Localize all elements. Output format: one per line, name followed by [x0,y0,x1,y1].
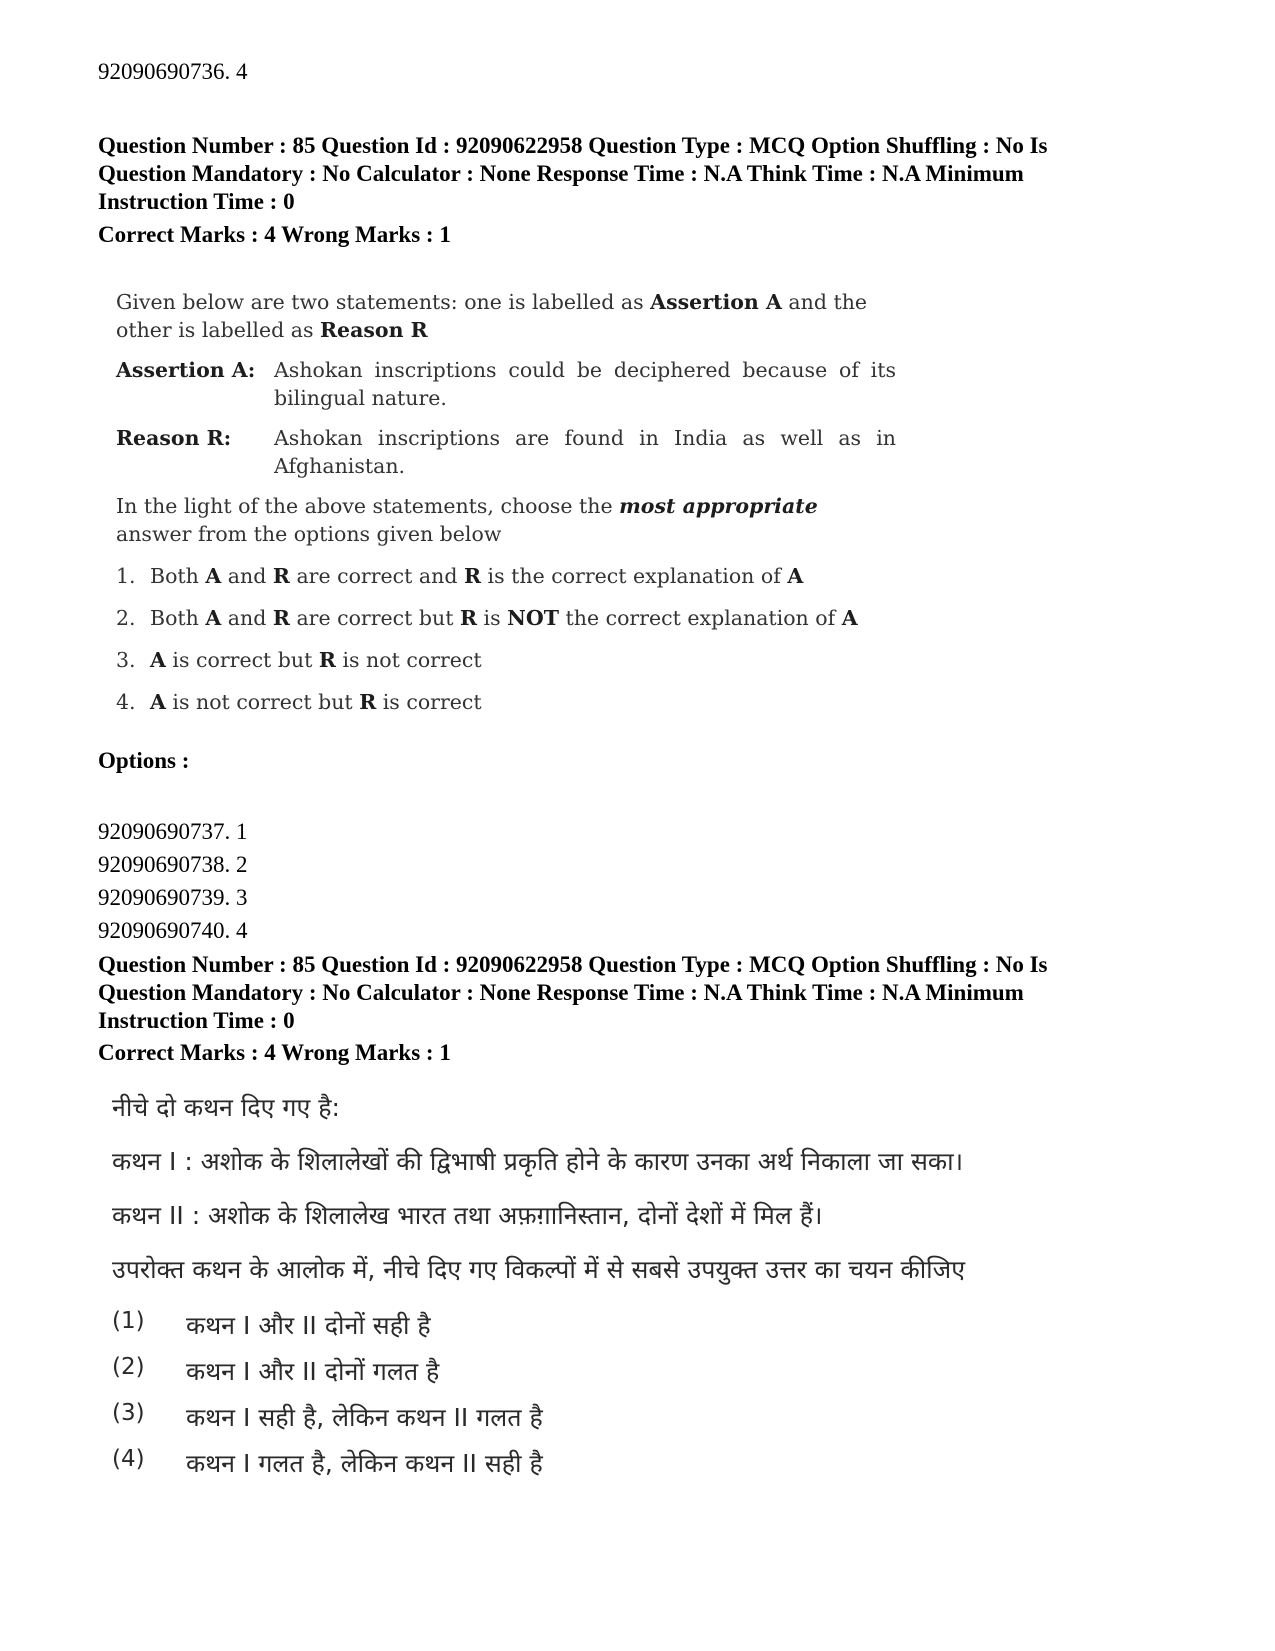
hindi-choice: (2) कथन I और II दोनों गलत है [112,1354,440,1386]
meta-line: Question Number : 85 Question Id : 92090622958 Question Type : MCQ Option Shuffling : No Is [98,133,1048,158]
hindi-choice: (1) कथन I और II दोनों सही है [112,1308,431,1340]
marks-line-english: Correct Marks : 4 Wrong Marks : 1 [98,222,451,247]
assertion-text: Ashokan inscriptions could be deciphered because of its bilingual nature. [274,358,896,410]
question-meta-english [98,132,1198,216]
choice-text: A is not correct but R is correct [150,690,482,714]
meta-line: Question Mandatory : No Calculator : None Response Time : N.A Think Time : N.A Minimum [98,161,1024,186]
hindi-statement-1: कथन I : अशोक के शिलालेखों की द्विभाषी प्रकृति होने के कारण उनका अर्थ निकाला जा सका। [112,1147,964,1176]
choice-text: Both A and R are correct and R is the correct explanation of A [150,564,804,588]
hindi-intro: नीचे दो कथन दिए गए है: [112,1093,340,1122]
hindi-choice: (3) कथन I सही है, लेकिन कथन II गलत है [112,1400,543,1432]
question-image-english [116,288,896,716]
question-intro: Given below are two statements: one is labelled as Assertion A and the other is labelled as Reason R [116,290,868,342]
marks-line-hindi: Correct Marks : 4 Wrong Marks : 1 [98,1040,451,1065]
option-line: 92090690740. 4 [98,918,248,943]
hindi-instruction: उपरोक्त कथन के आलोक में, नीचे दिए गए विकल्पों में से सबसे उपयुक्त उत्तर का चयन कीजिए [112,1255,966,1284]
reason-text: Ashokan inscriptions are found in India as well as in Afghanistan. [274,426,896,478]
choice-number: 3. [116,648,136,672]
choice-item [116,604,896,632]
reason-row [116,424,896,480]
hindi-choice: (4) कथन I गलत है, लेकिन कथन II सही है [112,1446,543,1478]
hindi-statement-2: कथन II : अशोक के शिलालेख भारत तथा अफ़ग़ानिस्तान, दोनों देशों में मिल हैं। [112,1201,823,1230]
question-meta-hindi [98,951,1198,1035]
meta-line: Instruction Time : 0 [98,1008,295,1033]
choice-list-english [116,562,896,716]
option-line: 92090690737. 1 [98,819,248,844]
options-list [98,815,248,947]
meta-line: Instruction Time : 0 [98,189,295,214]
choice-item [116,646,896,674]
choice-number: 2. [116,606,136,630]
question-instruction: In the light of the above statements, choose the most appropriate answer from the options given below [116,494,818,546]
meta-line: Question Mandatory : No Calculator : None Response Time : N.A Think Time : N.A Minimum [98,980,1024,1005]
choice-text: A is correct but R is not correct [150,648,482,672]
option-line: 92090690738. 2 [98,852,248,877]
previous-option-line: 92090690736. 4 [98,59,248,84]
assertion-label: Assertion A: [116,358,256,382]
options-heading: Options : [98,748,190,773]
reason-label: Reason R: [116,426,232,450]
choice-number: 4. [116,690,136,714]
choice-text: Both A and R are correct but R is NOT the correct explanation of A [150,606,858,630]
choice-number: 1. [116,564,136,588]
meta-line: Question Number : 85 Question Id : 92090622958 Question Type : MCQ Option Shuffling : No Is [98,952,1048,977]
choice-item [116,688,896,716]
assertion-row [116,356,896,412]
option-line: 92090690739. 3 [98,885,248,910]
choice-item [116,562,896,590]
